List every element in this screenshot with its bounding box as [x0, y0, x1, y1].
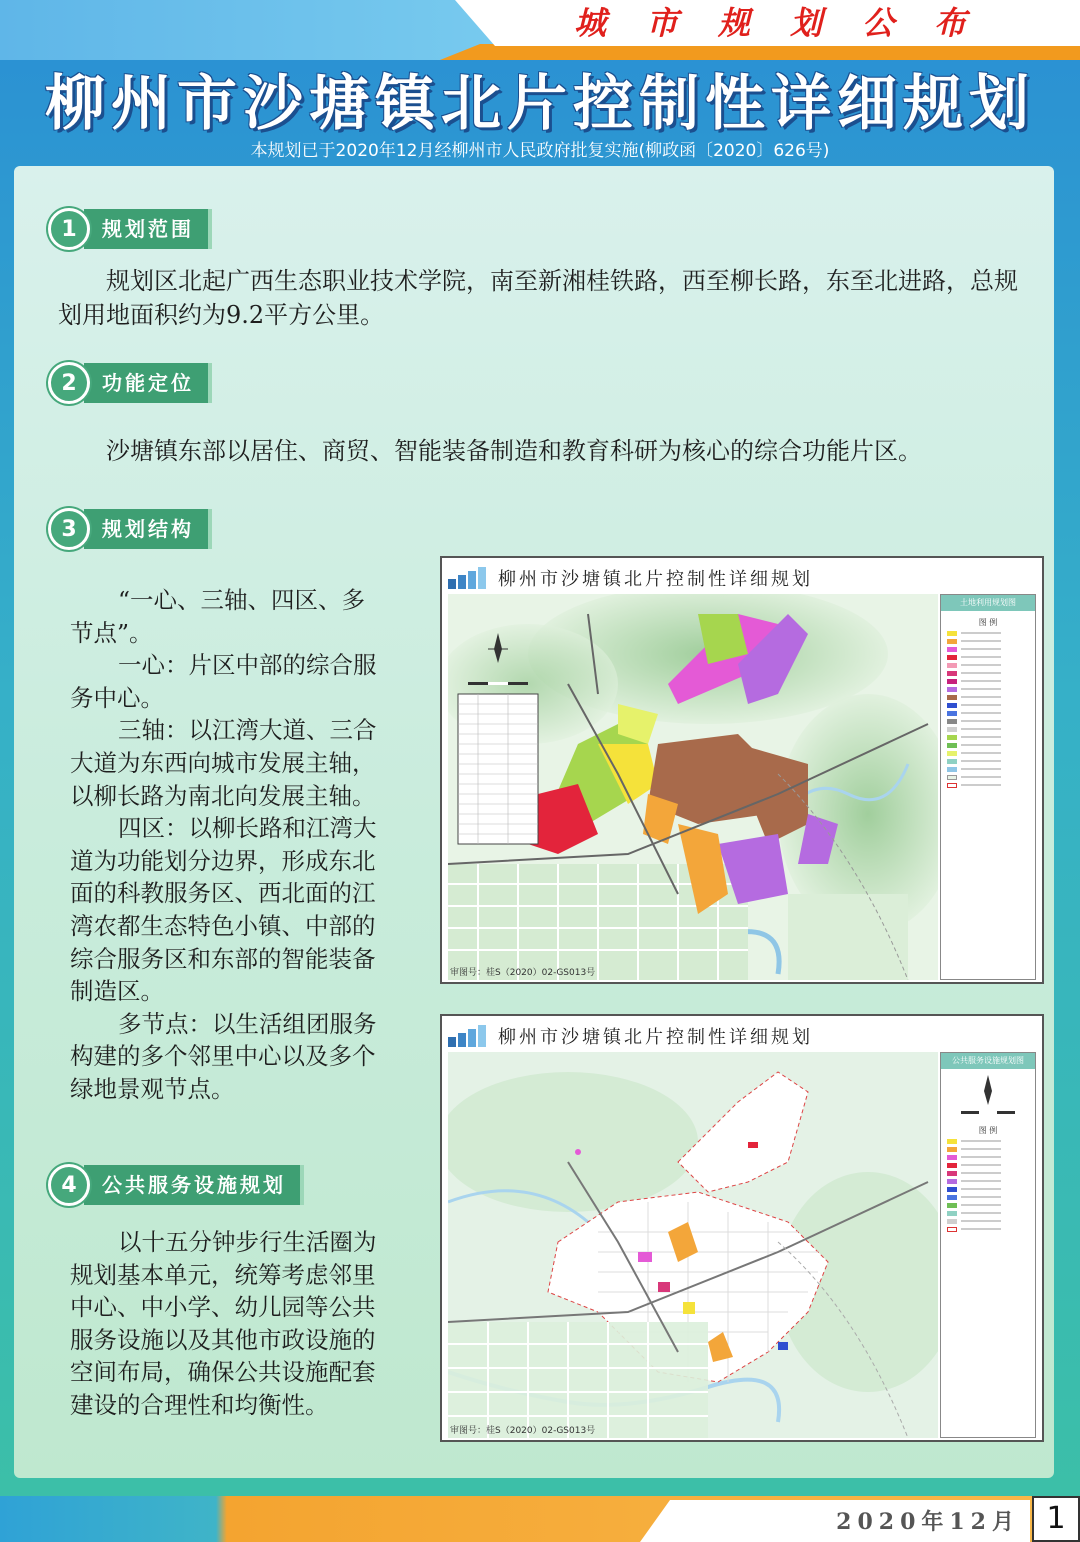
content-panel [14, 166, 1054, 1478]
approval-subtitle: 本规划已于2020年12月经柳州市人民政府批复实施(柳政函〔2020〕626号) [250, 141, 830, 161]
section-1-number: 1 [48, 208, 90, 250]
map-1-stamp: 审图号：桂S（2020）02-GS013号 [450, 968, 596, 978]
section-3-label: 规划结构 [84, 509, 212, 549]
structure-one-core: 一心：片区中部的综合服务中心。 [70, 651, 377, 712]
section-2-text: 沙塘镇东部以居住、商贸、智能装备制造和教育科研为核心的综合功能片区。 [106, 437, 922, 465]
section-3-heading [48, 508, 212, 550]
section-4-label: 公共服务设施规划 [84, 1165, 304, 1205]
map-2-legend [940, 1052, 1036, 1438]
public-facilities-map [440, 1014, 1044, 1442]
page-number: 1 [1032, 1496, 1080, 1542]
map-2-legend-title: 公共服务设施规划图 [941, 1053, 1035, 1069]
section-4-heading [48, 1164, 304, 1206]
section-4-text: 以十五分钟步行生活圈为规划基本单元，统筹考虑邻里中心、中小学、幼儿园等公共服务设施以及其他市政设施的空间布局，确保公共设施配套建设的合理性和均衡性。 [70, 1228, 377, 1419]
map-2-legend-label: 图 例 [978, 1126, 998, 1135]
page-title: 柳州市沙塘镇北片控制性详细规划 [45, 69, 1035, 139]
structure-multi-nodes: 多节点：以生活组团服务构建的多个邻里中心以及多个绿地景观节点。 [70, 1009, 377, 1103]
map-logo-icon [448, 1025, 488, 1047]
map-2-north-arrow [941, 1069, 1035, 1119]
structure-four-zones: 四区：以柳长路和江湾大道为功能划分边界，形成东北面的科教服务区、西北面的江湾农都生态特色小镇、中部的综合服务区和东部的智能装备制造区。 [70, 814, 377, 1006]
structure-summary: “一心、三轴、四区、多节点”。 [70, 586, 366, 647]
section-4-number: 4 [48, 1164, 90, 1206]
map-2-header [448, 1022, 1036, 1050]
map-1-legend [940, 594, 1036, 980]
section-2-heading [48, 362, 212, 404]
banner-accent-orange [440, 44, 1080, 60]
map-2-drawing [448, 1052, 938, 1438]
land-use-map [440, 556, 1044, 984]
map-2-title: 柳州市沙塘镇北片控制性详细规划 [498, 1027, 813, 1048]
map-1-drawing [448, 594, 938, 980]
map-1-legend-label: 图 例 [978, 618, 998, 627]
map-2-stamp: 审图号：桂S（2020）02-GS013号 [450, 1426, 596, 1436]
section-3-text [70, 584, 380, 1106]
section-tag: 城市规划公布 [573, 4, 1006, 42]
north-arrow-icon [941, 1069, 1035, 1119]
section-2-label: 功能定位 [84, 363, 212, 403]
section-2-number: 2 [48, 362, 90, 404]
section-1-heading [48, 208, 212, 250]
structure-three-axes: 三轴：以江湾大道、三合大道为东西向城市发展主轴，以柳长路为南北向发展主轴。 [70, 716, 377, 810]
section-3-number: 3 [48, 508, 90, 550]
map-logo-icon [448, 567, 488, 589]
section-1-text: 规划区北起广西生态职业技术学院，南至新湘桂铁路，西至柳长路，东至北进路，总规划用地面积约为9.2平方公里。 [58, 267, 1018, 329]
public-facilities-map-graphic [448, 1052, 938, 1438]
publish-date: 2020年12月 [836, 1509, 1020, 1535]
land-use-map-graphic [448, 594, 938, 980]
map-1-header [448, 564, 1036, 592]
map-1-title: 柳州市沙塘镇北片控制性详细规划 [498, 569, 813, 590]
section-1-label: 规划范围 [84, 209, 212, 249]
map-1-legend-title: 土地利用规划图 [941, 595, 1035, 611]
